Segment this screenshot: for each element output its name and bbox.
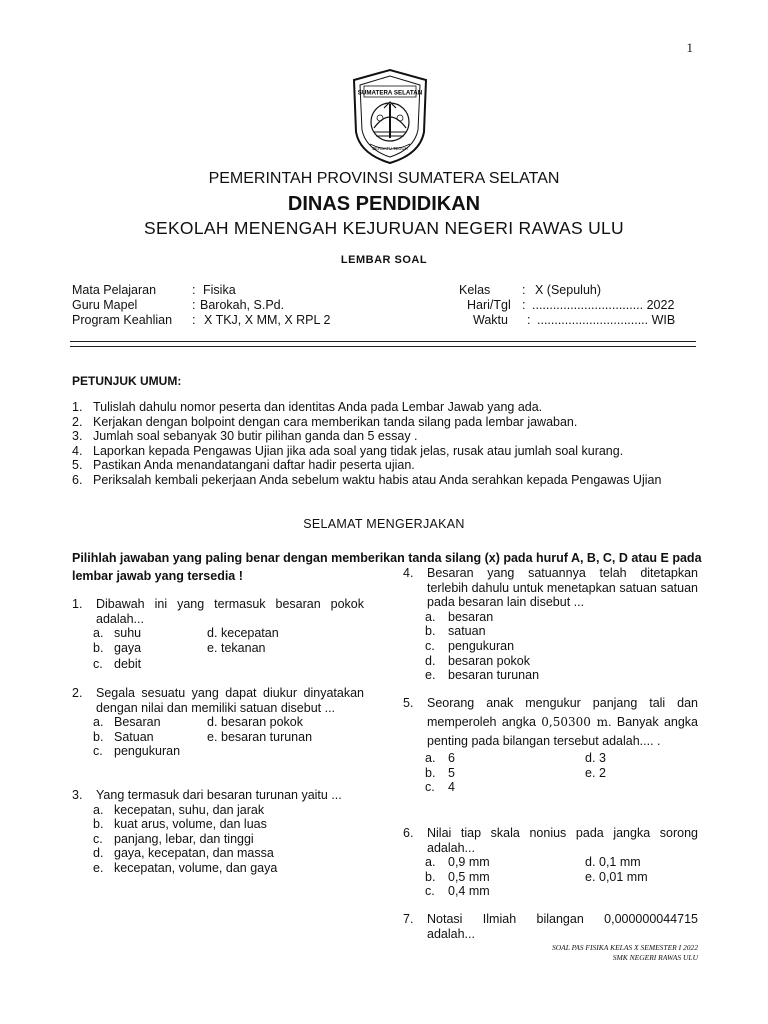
- question-2: 2. Segala sesuatu yang dapat diukur dinyatakan dengan nilai dan memiliki satuan disebut ... a. Besaran d. besaran pokok b. Satuan e. besaran turunan c. pengukuran: [72, 686, 364, 759]
- info-sep: :: [522, 283, 526, 297]
- good-luck-text: SELAMAT MENGERJAKAN: [303, 517, 465, 531]
- header-school: SEKOLAH MENENGAH KEJURUAN NEGERI RAWAS ULU: [144, 218, 624, 238]
- info-sep: :: [527, 313, 531, 327]
- divider-line: [70, 346, 696, 347]
- list-item: 2. Kerjakan dengan bolpoint dengan cara memberikan tanda silang pada lembar jawaban.: [72, 414, 578, 429]
- page-number: 1: [686, 40, 693, 55]
- header-government: PEMERINTAH PROVINSI SUMATERA SELATAN: [208, 170, 560, 187]
- info-label-program: Program Keahlian: [72, 313, 173, 327]
- measurement-value: 0,50300 m: [541, 715, 609, 729]
- logo-text-top: SUMATERA SELATAN: [357, 89, 423, 97]
- question-7: 7. Notasi Ilmiah bilangan 0,000000044715 adalah...: [403, 912, 698, 941]
- info-value-subject: Fisika: [203, 283, 236, 297]
- provincial-emblem-logo: [344, 66, 436, 166]
- info-sep: :: [192, 298, 196, 312]
- divider-line: [70, 341, 696, 342]
- info-value-program: X TKJ, X MM, X RPL 2: [204, 313, 331, 327]
- list-item: 6. Periksalah kembali pekerjaan Anda sebelum waktu habis atau Anda serahkan kepada Pengawas Ujian: [72, 472, 662, 487]
- list-item: 4. Laporkan kepada Pengawas Ujian jika ada soal yang tidak jelas, rusak atau jumlah soal kurang.: [72, 443, 624, 458]
- info-label-subject: Mata Pelajaran: [72, 283, 157, 297]
- question-1: 1. Dibawah ini yang termasuk besaran pokok adalah... a. suhu d. kecepatan b. gaya e. tekanan c. debit: [72, 597, 364, 672]
- info-sep: :: [192, 313, 196, 327]
- list-item: 1. Tulislah dahulu nomor peserta dan identitas Anda pada Lembar Jawab yang ada.: [72, 400, 543, 414]
- info-value-class: X (Sepuluh): [535, 283, 602, 297]
- header-agency: DINAS PENDIDIKAN: [287, 193, 481, 215]
- logo-text-bottom: BERSATU TEGUH: [372, 146, 408, 151]
- info-value-date: ................................ 2022: [532, 298, 675, 312]
- info-label-teacher: Guru Mapel: [72, 298, 138, 312]
- info-label-class: Kelas: [459, 283, 491, 297]
- instructions-list: [72, 400, 702, 488]
- list-item: 3. Jumlah soal sebanyak 30 butir pilihan ganda dan 5 essay .: [72, 429, 418, 444]
- question-3: 3. Yang termasuk dari besaran turunan yaitu ... a. kecepatan, suhu, dan jarak b. kuat arus, volume, dan luas c. panjang, lebar, dan tinggi d. gaya, kecepatan, dan massa e. kecepatan, volume, dan gaya: [72, 788, 342, 875]
- page-footer: [552, 943, 698, 963]
- instructions-title: PETUNJUK UMUM:: [72, 374, 182, 388]
- footer-line: SOAL PAS FISIKA KELAS X SEMESTER I 2022: [551, 943, 698, 952]
- multiple-choice-instruction: Pilihlah jawaban yang paling benar dengan memberikan tanda silang (x) pada huruf A, B, C, D atau E pada lembar jawab yang tersedia !: [72, 551, 702, 583]
- question-4: 4. Besaran yang satuannya telah ditetapkan terlebih dahulu untuk menetapkan satuan satuan pada besaran lain disebut ... a. besaran b. satuan c. pengukuran d. besaran pokok e. besaran turunan: [403, 566, 698, 683]
- info-sep: :: [192, 283, 196, 297]
- question-6: 6. Nilai tiap skala nonius pada jangka sorong adalah... a. 0,9 mm d. 0,1 mm b. 0,5 mm e. 0,01 mm c. 0,4 mm: [403, 826, 698, 899]
- info-label-time: Waktu: [473, 313, 508, 327]
- info-value-teacher: Barokah, S.Pd.: [200, 298, 285, 312]
- question-5: 5. Seorang anak mengukur panjang tali dan memperoleh angka 0,50300 m. Banyak angka penting pada bilangan tersebut adalah.... . a. 6 d. 3 b. 5 e. 2 c. 4: [403, 696, 699, 795]
- info-sep: :: [522, 298, 526, 312]
- footer-line: SMK NEGERI RAWAS ULU: [612, 953, 698, 962]
- info-label-date: Hari/Tgl: [467, 298, 511, 312]
- info-value-time: ................................ WIB: [537, 313, 676, 327]
- document-title: LEMBAR SOAL: [340, 254, 428, 266]
- list-item: 5. Pastikan Anda menandatangani daftar hadir peserta ujian.: [72, 458, 415, 473]
